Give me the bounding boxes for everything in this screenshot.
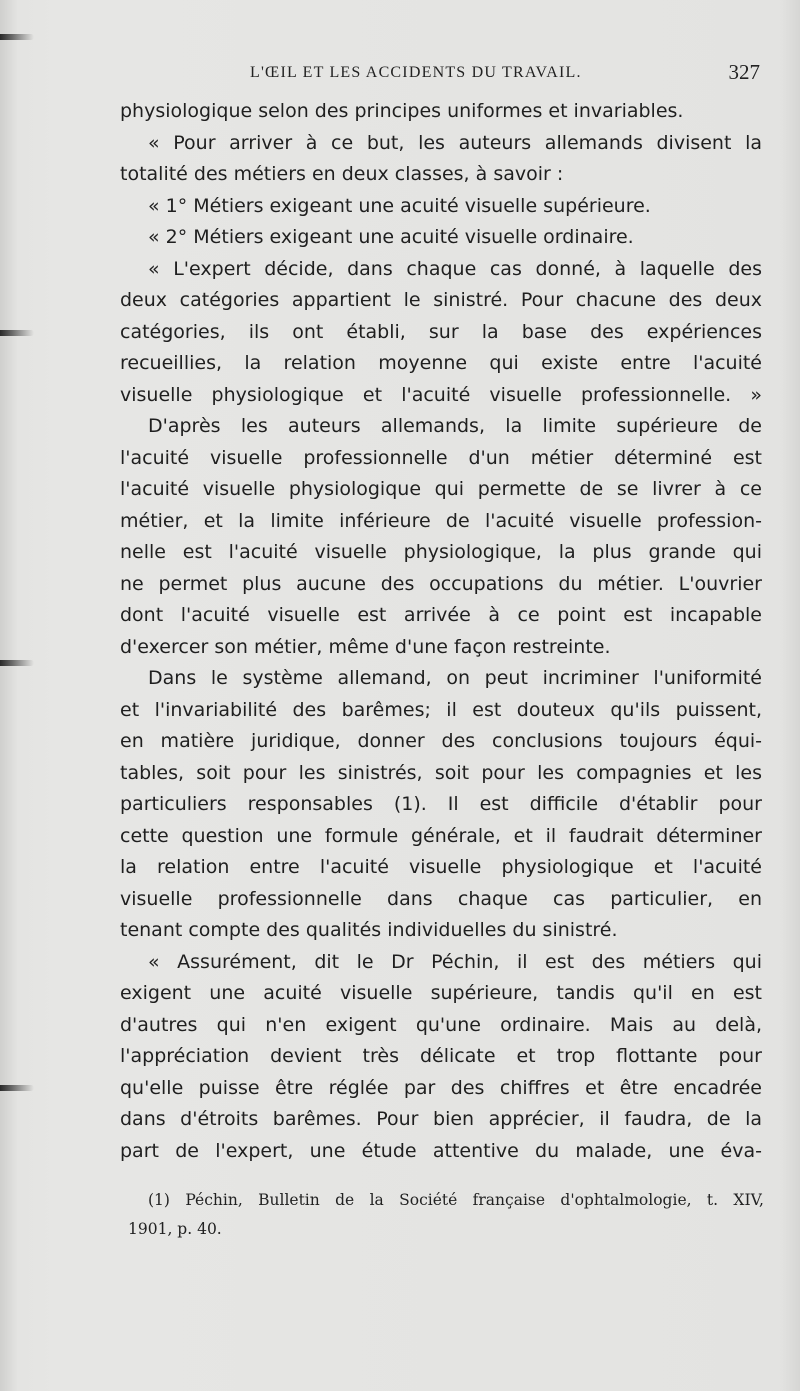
text-line: tables, soit pour les sinistrés, soit pour les compagnies et les [120, 761, 762, 784]
running-head-title: L'ŒIL ET LES ACCIDENTS DU TRAVAIL. [250, 64, 582, 81]
text-line: « 1° Métiers exigeant une acuité visuelle supérieure. [148, 194, 651, 217]
text-line: particuliers responsables (1). Il est difficile d'établir pour [120, 793, 762, 815]
text-line: exigent une acuité visuelle supérieure, tandis qu'il en est [120, 982, 762, 1004]
text-line: « Assurément, dit le Dr Péchin, il est des métiers qui [148, 950, 762, 973]
text-line: la relation entre l'acuité visuelle physiologique et l'acuité [120, 856, 762, 878]
text-line: « 2° Métiers exigeant une acuité visuelle ordinaire. [148, 226, 634, 248]
text-line: et l'invariabilité des barêmes; il est douteux qu'ils puissent, [120, 698, 762, 721]
text-line: deux catégories appartient le sinistré. Pour chacune des deux [120, 289, 762, 311]
text-line: ne permet plus aucune des occupations du métier. L'ouvrier [120, 572, 762, 595]
text-line: physiologique selon des principes uniformes et invariables. [120, 100, 684, 122]
running-head [120, 60, 760, 90]
text-line: d'exercer son métier, même d'une façon restreinte. [120, 635, 611, 658]
body-text [120, 96, 762, 1167]
page-number: 327 [728, 60, 760, 84]
footnote [128, 1186, 764, 1244]
text-line: qu'elle puisse être réglée par des chiffres et être encadrée [120, 1076, 762, 1099]
text-line: tenant compte des qualités individuelles du sinistré. [120, 919, 618, 941]
text-line: recueillies, la relation moyenne qui existe entre l'acuité [120, 352, 762, 374]
text-line: nelle est l'acuité visuelle physiologique, la plus grande qui [120, 541, 762, 563]
text-line: dans d'étroits barêmes. Pour bien apprécier, il faudra, de la [120, 1108, 762, 1130]
text-line: métier, et la limite inférieure de l'acuité visuelle profession- [120, 509, 762, 532]
text-line: D'après les auteurs allemands, la limite supérieure de [148, 415, 762, 437]
text-line: Dans le système allemand, on peut incriminer l'uniformité [148, 667, 762, 689]
footnote-line: (1) Péchin, Bulletin de la Société française d'ophtalmologie, t. XIV, [148, 1191, 764, 1209]
text-line: dont l'acuité visuelle est arrivée à ce point est incapable [120, 604, 762, 626]
text-line: totalité des métiers en deux classes, à savoir : [120, 163, 564, 185]
text-line: catégories, ils ont établi, sur la base des expériences [120, 320, 762, 343]
text-line: part de l'expert, une étude attentive du malade, une éva- [120, 1139, 762, 1162]
text-line: visuelle professionnelle dans chaque cas particulier, en [120, 887, 762, 910]
text-line: l'acuité visuelle physiologique qui permette de se livrer à ce [120, 478, 762, 500]
text-line: visuelle physiologique et l'acuité visuelle professionnelle. » [120, 383, 762, 406]
text-line: « Pour arriver à ce but, les auteurs allemands divisent la [148, 131, 762, 154]
text-line: l'acuité visuelle professionnelle d'un métier déterminé est [120, 446, 762, 469]
binding-mark [0, 1085, 34, 1091]
text-line: l'appréciation devient très délicate et trop flottante pour [120, 1045, 762, 1067]
text-line: « L'expert décide, dans chaque cas donné, à laquelle des [148, 257, 762, 280]
binding-mark [0, 34, 34, 40]
binding-mark [0, 660, 34, 666]
text-line: en matière juridique, donner des conclusions toujours équi- [120, 730, 762, 752]
binding-mark [0, 330, 34, 336]
footnote-line: 1901, p. 40. [128, 1220, 222, 1238]
text-line: d'autres qui n'en exigent qu'une ordinaire. Mais au delà, [120, 1013, 762, 1036]
text-line: cette question une formule générale, et il faudrait déterminer [120, 824, 762, 847]
